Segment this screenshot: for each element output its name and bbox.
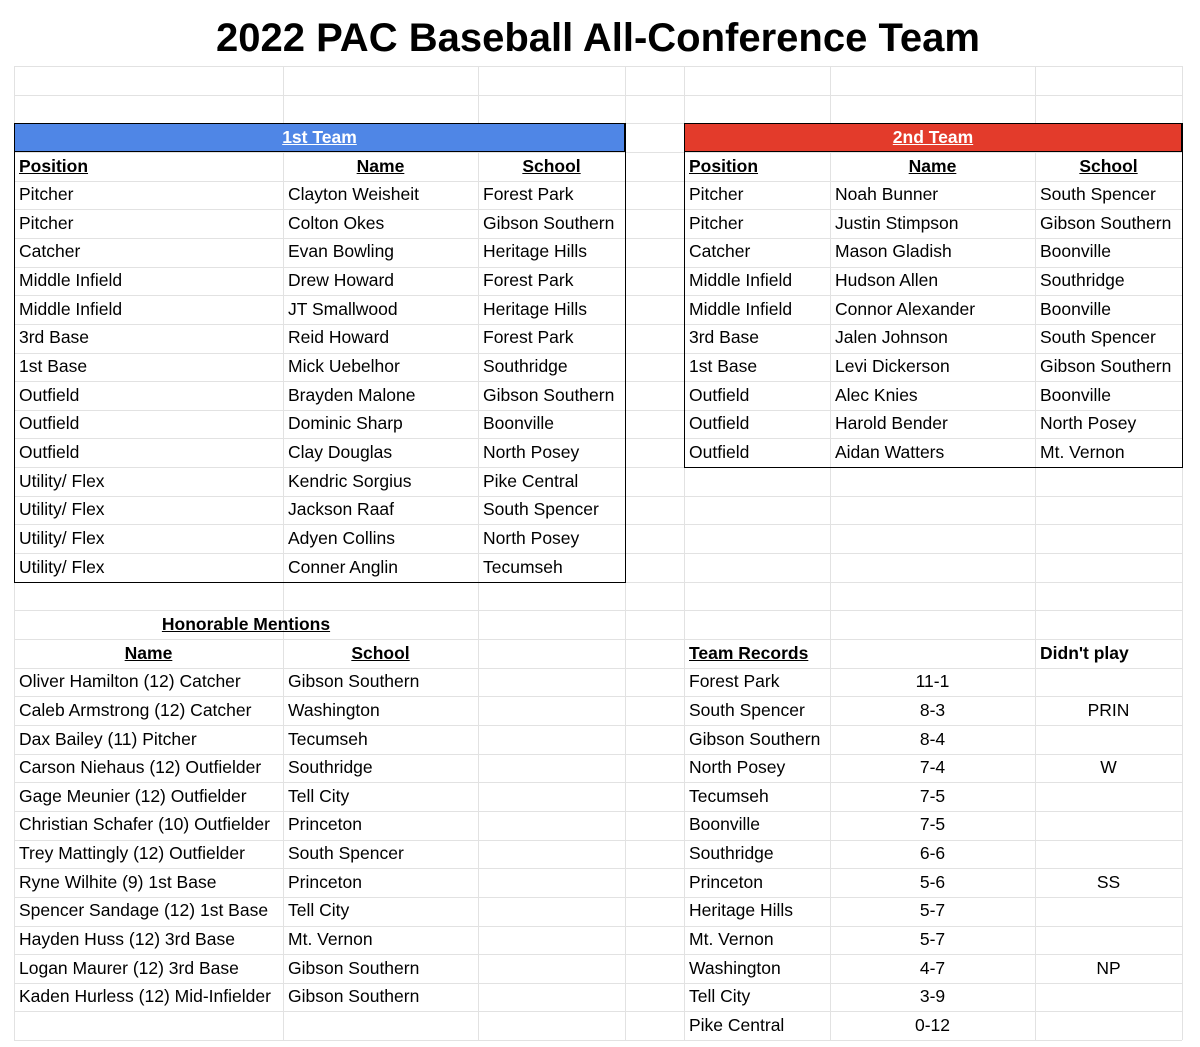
team-record-value-cell: 6-6 — [919, 843, 946, 864]
honorable-name-cell: Kaden Hurless (12) Mid-Infielder — [19, 986, 271, 1007]
first-team-position-cell: Utility/ Flex — [19, 556, 105, 577]
honorable-school-cell: Gibson Southern — [288, 986, 420, 1007]
first-team-position-cell: Outfield — [19, 413, 80, 434]
didnt-play-cell — [1035, 811, 1182, 840]
honorable-mentions-title: Honorable Mentions — [161, 613, 331, 634]
didnt-play-cell: SS — [1096, 871, 1121, 892]
first-team-position-cell: Pitcher — [19, 184, 74, 205]
first-team-name-cell: Brayden Malone — [288, 384, 416, 405]
first-team-school-cell: Gibson Southern — [483, 212, 615, 233]
honorable-school-cell: Princeton — [288, 814, 362, 835]
grid-row-line — [14, 582, 1182, 583]
second-team-header-name: Name — [908, 155, 957, 176]
honorable-school-cell: Tecumseh — [288, 728, 368, 749]
didnt-play-cell: PRIN — [1087, 699, 1130, 720]
honorable-name-cell: Ryne Wilhite (9) 1st Base — [19, 871, 217, 892]
second-team-school-cell: North Posey — [1040, 413, 1137, 434]
first-team-name-cell: Colton Okes — [288, 212, 385, 233]
second-team-name-cell: Justin Stimpson — [835, 212, 959, 233]
grid-row-line — [14, 66, 1182, 67]
first-team-position-cell: Outfield — [19, 442, 80, 462]
second-team-name-cell: Levi Dickerson — [835, 356, 950, 377]
first-team-school-cell: Heritage Hills — [483, 298, 588, 319]
second-team-name-cell: Hudson Allen — [835, 270, 939, 291]
honorable-school-cell: Mt. Vernon — [288, 929, 373, 950]
first-team-position-cell: Pitcher — [19, 212, 74, 233]
first-team-school-cell: Southridge — [483, 356, 568, 377]
first-team-position-cell: 3rd Base — [19, 327, 90, 348]
first-team-position-cell: Catcher — [19, 241, 81, 262]
team-record-value-cell: 5-7 — [919, 900, 946, 921]
first-team-header-school: School — [522, 155, 581, 176]
didnt-play-cell — [1035, 983, 1182, 1012]
first-team-name-cell: Drew Howard — [288, 270, 394, 291]
first-team-position-cell: Outfield — [19, 384, 80, 405]
second-team-header-position: Position — [689, 155, 759, 176]
second-team-school-cell: Southridge — [1040, 270, 1125, 291]
second-team-position-cell: Catcher — [689, 241, 751, 262]
team-record-name-cell: Heritage Hills — [689, 900, 794, 921]
first-team-school-cell: Heritage Hills — [483, 241, 588, 262]
second-team-position-cell: Middle Infield — [689, 270, 793, 291]
didnt-play-cell — [1035, 668, 1182, 697]
honorable-school-cell: South Spencer — [288, 843, 404, 864]
first-team-name-cell: Evan Bowling — [288, 241, 395, 262]
first-team-position-cell: Utility/ Flex — [19, 470, 105, 491]
honorable-name-cell: Spencer Sandage (12) 1st Base — [19, 900, 269, 921]
second-team-school-cell: Boonville — [1040, 298, 1112, 319]
second-team-position-cell: 3rd Base — [689, 327, 760, 348]
first-team-name-cell: Clay Douglas — [288, 442, 393, 462]
team-records-header: Team Records — [689, 642, 809, 663]
second-team-position-cell: Outfield — [689, 442, 750, 462]
team-record-name-cell: Princeton — [689, 871, 763, 892]
second-team-name-cell: Mason Gladish — [835, 241, 952, 262]
team-record-value-cell: 0-12 — [914, 1015, 951, 1035]
second-team-school-cell: Boonville — [1040, 384, 1112, 405]
first-team-banner: 1st Team — [14, 123, 625, 152]
team-record-value-cell: 3-9 — [919, 986, 946, 1007]
honorable-header-name: Name — [124, 642, 173, 663]
team-record-name-cell: Tecumseh — [689, 785, 769, 806]
first-team-position-cell: 1st Base — [19, 356, 88, 377]
honorable-name-cell: Hayden Huss (12) 3rd Base — [19, 929, 235, 950]
team-record-value-cell: 7-5 — [919, 814, 946, 835]
team-record-name-cell: Gibson Southern — [689, 728, 821, 749]
second-team-school-cell: Gibson Southern — [1040, 356, 1172, 377]
first-team-name-cell: Clayton Weisheit — [288, 184, 419, 205]
honorable-name-cell: Christian Schafer (10) Outfielder — [19, 814, 270, 835]
team-record-name-cell: Pike Central — [689, 1015, 785, 1035]
second-team-school-cell: South Spencer — [1040, 184, 1156, 205]
grid-column-line — [1182, 66, 1183, 1040]
first-team-school-cell: Forest Park — [483, 184, 574, 205]
first-team-school-cell: Gibson Southern — [483, 384, 615, 405]
second-team-banner: 2nd Team — [684, 123, 1182, 152]
first-team-school-cell: Forest Park — [483, 270, 574, 291]
team-record-name-cell: Washington — [689, 957, 781, 978]
first-team-name-cell: Mick Uebelhor — [288, 356, 400, 377]
didnt-play-cell: NP — [1096, 957, 1121, 978]
honorable-name-cell: Trey Mattingly (12) Outfielder — [19, 843, 245, 864]
first-team-name-cell: JT Smallwood — [288, 298, 398, 319]
page-title: 2022 PAC Baseball All-Conference Team — [216, 15, 980, 60]
first-team-name-cell: Conner Anglin — [288, 556, 398, 577]
second-team-position-cell: Outfield — [689, 384, 750, 405]
team-record-value-cell: 11-1 — [915, 671, 950, 692]
second-team-school-cell: Boonville — [1040, 241, 1112, 262]
second-team-position-cell: Pitcher — [689, 212, 744, 233]
honorable-school-cell: Tell City — [288, 785, 350, 806]
didnt-play-cell: W — [1100, 757, 1117, 778]
team-record-value-cell: 5-6 — [919, 871, 946, 892]
first-team-position-cell: Utility/ Flex — [19, 527, 105, 548]
grid-row-line — [14, 95, 1182, 96]
honorable-school-cell: Tell City — [288, 900, 350, 921]
first-team-position-cell: Middle Infield — [19, 298, 123, 319]
didnt-play-header: Didn't play — [1040, 642, 1129, 663]
honorable-school-cell: Gibson Southern — [288, 671, 420, 692]
first-team-header-name: Name — [356, 155, 405, 176]
first-team-school-cell: Pike Central — [483, 470, 579, 491]
team-record-name-cell: Mt. Vernon — [689, 929, 774, 950]
first-team-school-cell: Boonville — [483, 413, 555, 434]
first-team-name-cell: Jackson Raaf — [288, 499, 395, 520]
honorable-name-cell: Caleb Armstrong (12) Catcher — [19, 699, 252, 720]
team-record-name-cell: Tell City — [689, 986, 751, 1007]
honorable-school-cell: Southridge — [288, 757, 373, 778]
second-team-name-cell: Aidan Watters — [835, 442, 945, 462]
team-record-value-cell: 4-7 — [919, 957, 946, 978]
team-record-value-cell: 8-3 — [919, 699, 946, 720]
didnt-play-cell — [1035, 1011, 1182, 1040]
second-team-name-cell: Harold Bender — [835, 413, 948, 434]
didnt-play-cell — [1035, 782, 1182, 811]
first-team-school-cell: Forest Park — [483, 327, 574, 348]
first-team-school-cell: North Posey — [483, 527, 580, 548]
second-team-position-cell: Middle Infield — [689, 298, 793, 319]
team-record-name-cell: North Posey — [689, 757, 786, 778]
team-record-value-cell: 7-5 — [919, 785, 946, 806]
honorable-name-cell: Gage Meunier (12) Outfielder — [19, 785, 247, 806]
team-record-name-cell: Boonville — [689, 814, 761, 835]
second-team-header-school: School — [1079, 155, 1138, 176]
honorable-name-cell: Carson Niehaus (12) Outfielder — [19, 757, 262, 778]
grid-row-line — [14, 1040, 1182, 1041]
second-team-name-cell: Connor Alexander — [835, 298, 976, 319]
team-record-value-cell: 8-4 — [919, 728, 946, 749]
honorable-school-cell: Gibson Southern — [288, 957, 420, 978]
second-team-name-cell: Noah Bunner — [835, 184, 939, 205]
second-team-position-cell: Outfield — [689, 413, 750, 434]
first-team-name-cell: Adyen Collins — [288, 527, 395, 548]
second-team-name-cell: Jalen Johnson — [835, 327, 948, 348]
didnt-play-cell — [1035, 926, 1182, 955]
first-team-name-cell: Dominic Sharp — [288, 413, 403, 434]
second-team-school-cell: Gibson Southern — [1040, 212, 1172, 233]
team-record-name-cell: Southridge — [689, 843, 774, 864]
second-team-position-cell: Pitcher — [689, 184, 744, 205]
team-record-value-cell: 5-7 — [919, 929, 946, 950]
first-team-school-cell: South Spencer — [483, 499, 599, 520]
honorable-school-cell: Princeton — [288, 871, 362, 892]
second-team-school-cell: South Spencer — [1040, 327, 1156, 348]
team-record-value-cell: 7-4 — [919, 757, 946, 778]
honorable-name-cell: Logan Maurer (12) 3rd Base — [19, 957, 239, 978]
honorable-header-school: School — [351, 642, 410, 663]
honorable-name-cell: Oliver Hamilton (12) Catcher — [19, 671, 241, 692]
didnt-play-cell — [1035, 725, 1182, 754]
first-team-name-cell: Reid Howard — [288, 327, 390, 348]
second-team-name-cell: Alec Knies — [835, 384, 918, 405]
didnt-play-cell — [1035, 897, 1182, 926]
team-record-name-cell: South Spencer — [689, 699, 805, 720]
first-team-school-cell: North Posey — [483, 442, 580, 462]
first-team-position-cell: Utility/ Flex — [19, 499, 105, 520]
didnt-play-cell — [1035, 840, 1182, 869]
first-team-name-cell: Kendric Sorgius — [288, 470, 412, 491]
second-team-position-cell: 1st Base — [689, 356, 758, 377]
first-team-school-cell: Tecumseh — [483, 556, 563, 577]
honorable-school-cell: Washington — [288, 699, 380, 720]
second-team-school-cell: Mt. Vernon — [1040, 442, 1125, 462]
first-team-position-cell: Middle Infield — [19, 270, 123, 291]
honorable-name-cell: Dax Bailey (11) Pitcher — [19, 728, 197, 749]
team-record-name-cell: Forest Park — [689, 671, 780, 692]
first-team-header-position: Position — [19, 155, 89, 176]
